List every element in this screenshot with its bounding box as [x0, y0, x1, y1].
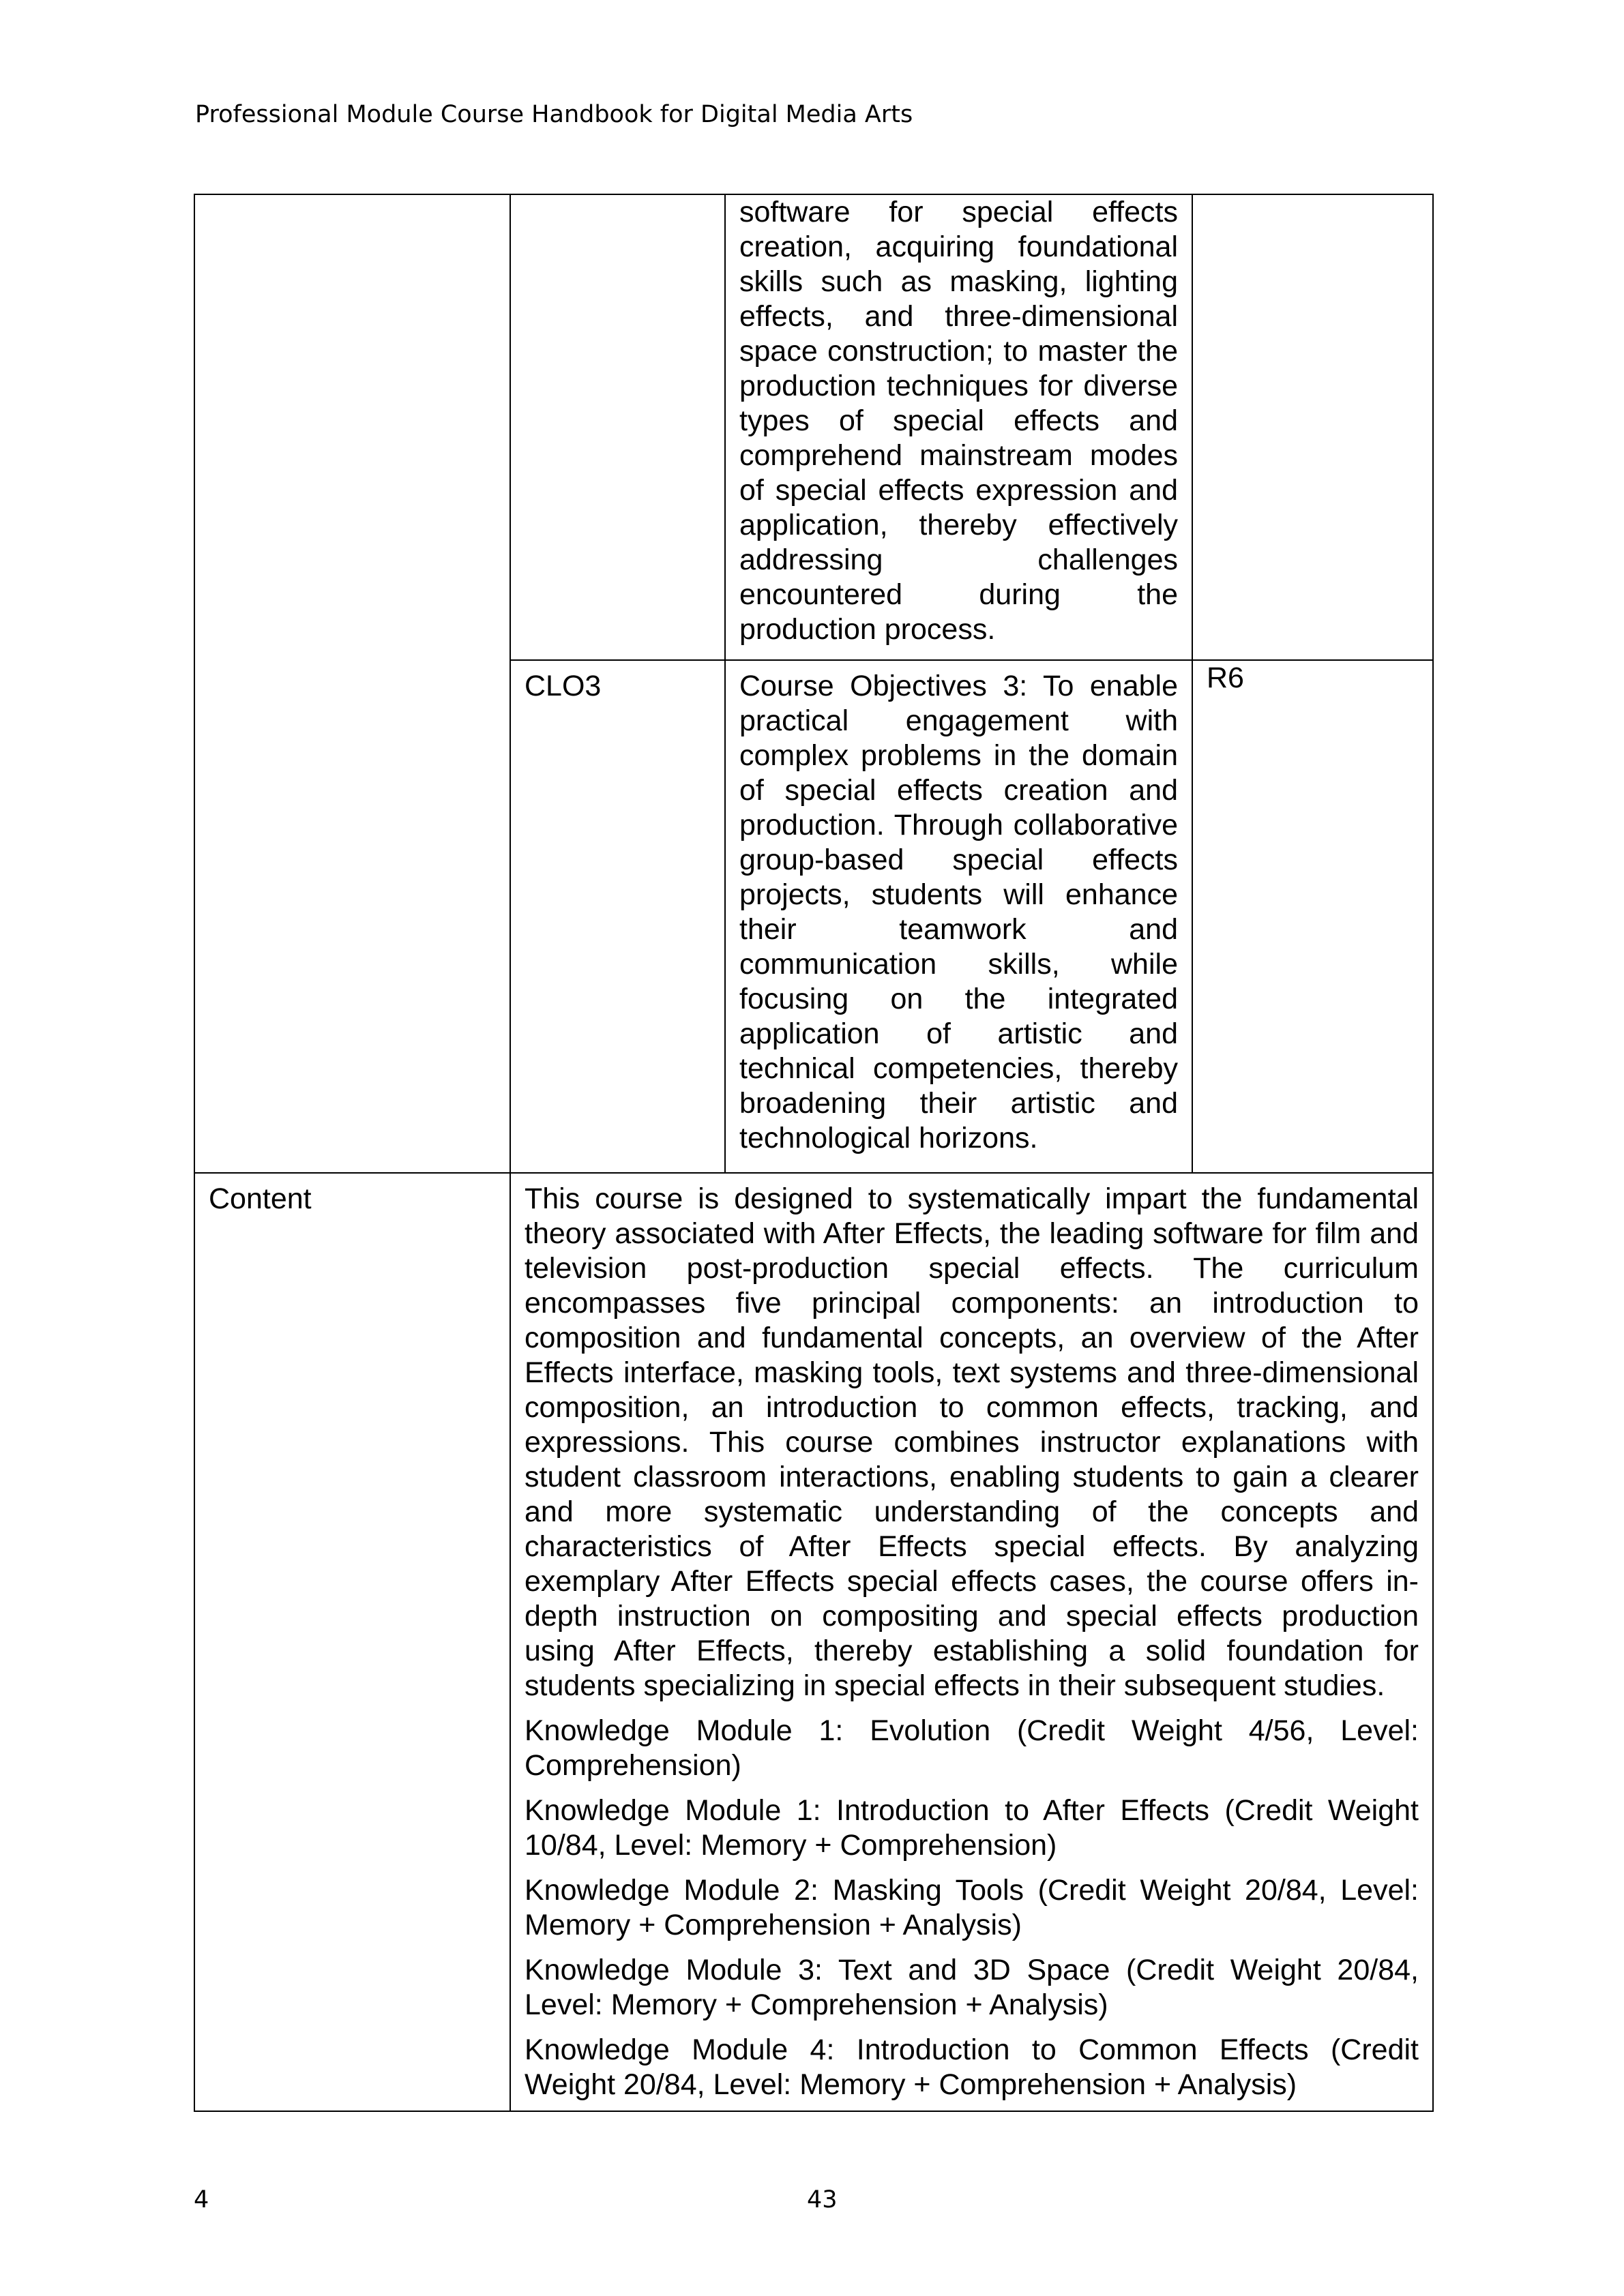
- clo-code-cell: [510, 194, 725, 660]
- footer-left-number: 4: [194, 2186, 209, 2213]
- clo3-code: CLO3: [510, 660, 725, 1173]
- knowledge-module-item: Knowledge Module 1: Evolution (Credit Weight 4/56, Level: Comprehension): [525, 1714, 1419, 1782]
- clo3-outcome: R6: [1192, 660, 1433, 1173]
- objective-continuation-text: software for special effects creation, acquiring foundational skills such as masking, lighting effects, and three-dimensional space construction; to master the production techniques for diverse types of special effects and comprehend mainstream modes of special effects expression and application, thereby effectively addressing challenges encountered during the production process.: [725, 194, 1192, 660]
- clo3-objective-text: Course Objectives 3: To enable practical engagement with complex problems in the domain of special effects creation and production. Through collaborative group-based special effects projects, students will enhance their teamwork and communication skills, while focusing on the integrated application of artistic and technical competencies, thereby broadening their artistic and technological horizons.: [725, 660, 1192, 1173]
- footer-page-number: 43: [807, 2186, 838, 2213]
- content-label: Content: [194, 1173, 510, 2111]
- row-label-cell: [194, 194, 510, 1173]
- content-description: This course is designed to systematically impart the fundamental theory associated with After Effects, the leading software for film and television post-production special effects. The curriculum encompasses five principal components: an introduction to composition and fundamental concepts, an overview of the After Effects interface, masking tools, text systems and three-dimensional composition, an introduction to common effects, tracking, and expressions. This course combines instructor explanations with student classroom interactions, enabling students to gain a clearer and more systematic understanding of the concepts and characteristics of After Effects special effects. By analyzing exemplary After Effects special effects cases, the course offers in-depth instruction on compositing and special effects production using After Effects, thereby establishing a solid foundation for students specializing in special effects in their subsequent studies.: [525, 1182, 1419, 1702]
- knowledge-module-item: Knowledge Module 4: Introduction to Common Effects (Credit Weight 20/84, Level: Memory + Comprehension + Analysis): [525, 2033, 1419, 2101]
- page-header: Professional Module Course Handbook for Digital Media Arts: [195, 101, 913, 128]
- knowledge-module-item: Knowledge Module 3: Text and 3D Space (Credit Weight 20/84, Level: Memory + Comprehension + Analysis): [525, 1954, 1419, 2021]
- knowledge-module-item: Knowledge Module 1: Introduction to After Effects (Credit Weight 10/84, Level: Memory + Comprehension): [525, 1794, 1419, 1862]
- knowledge-module-item: Knowledge Module 2: Masking Tools (Credit Weight 20/84, Level: Memory + Comprehension + Analysis): [525, 1874, 1419, 1941]
- table-row-objective-continued: [194, 194, 1433, 660]
- table-row-content: [194, 1173, 1433, 2111]
- content-cell: [510, 1173, 1433, 2111]
- outcome-cell: [1192, 194, 1433, 660]
- course-table: [194, 194, 1434, 2112]
